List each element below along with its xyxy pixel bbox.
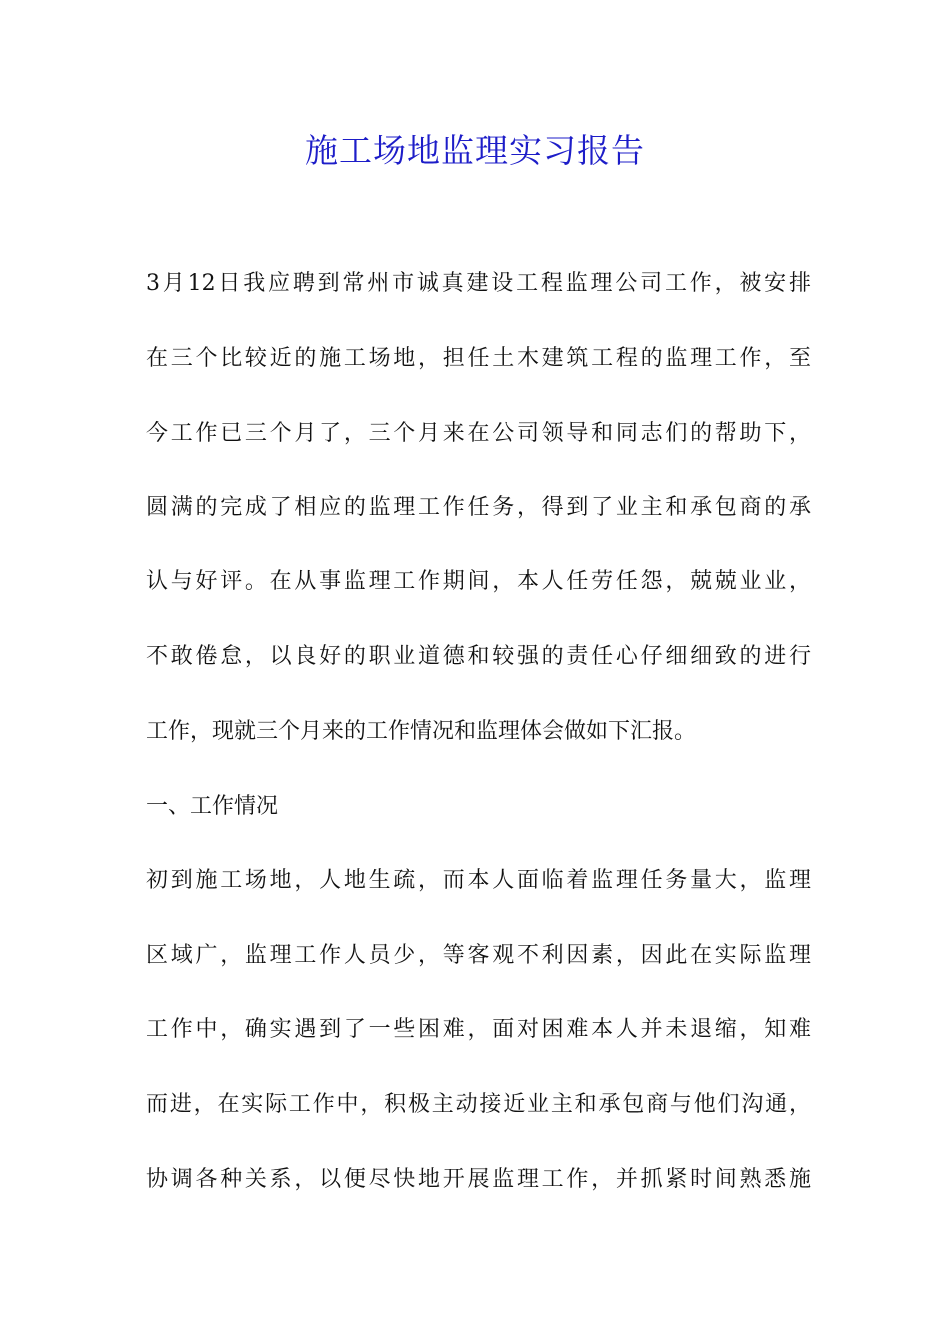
paragraph-line-5: 认与好评。在从事监理工作期间，本人任劳任怨，兢兢业业， bbox=[146, 569, 811, 594]
paragraph-line-3: 今工作已三个月了，三个月来在公司领导和同志们的帮助下， bbox=[146, 421, 811, 446]
paragraph-line-1: 3月12日我应聘到常州市诚真建设工程监理公司工作，被安排 bbox=[146, 271, 811, 296]
paragraph-line-10: 工作中，确实遇到了一些困难，面对困难本人并未退缩，知难 bbox=[146, 1017, 811, 1042]
paragraph-line-7: 工作，现就三个月来的工作情况和监理体会做如下汇报。 bbox=[146, 719, 697, 744]
paragraph-line-9: 区域广，监理工作人员少，等客观不利因素，因此在实际监理 bbox=[146, 943, 811, 968]
paragraph-line-11: 而进，在实际工作中，积极主动接近业主和承包商与他们沟通， bbox=[146, 1092, 811, 1117]
section-heading: 一、工作情况 bbox=[146, 794, 279, 819]
paragraph-line-12: 协调各种关系，以便尽快地开展监理工作，并抓紧时间熟悉施 bbox=[146, 1167, 811, 1192]
paragraph-line-4: 圆满的完成了相应的监理工作任务，得到了业主和承包商的承 bbox=[146, 495, 811, 520]
document-title: 施工场地监理实习报告 bbox=[305, 131, 645, 170]
paragraph-line-8: 初到施工场地，人地生疏，而本人面临着监理任务量大，监理 bbox=[146, 868, 811, 893]
paragraph-line-6: 不敢倦怠，以良好的职业道德和较强的责任心仔细细致的进行 bbox=[146, 644, 811, 669]
paragraph-line-2: 在三个比较近的施工场地，担任土木建筑工程的监理工作，至 bbox=[146, 346, 811, 371]
